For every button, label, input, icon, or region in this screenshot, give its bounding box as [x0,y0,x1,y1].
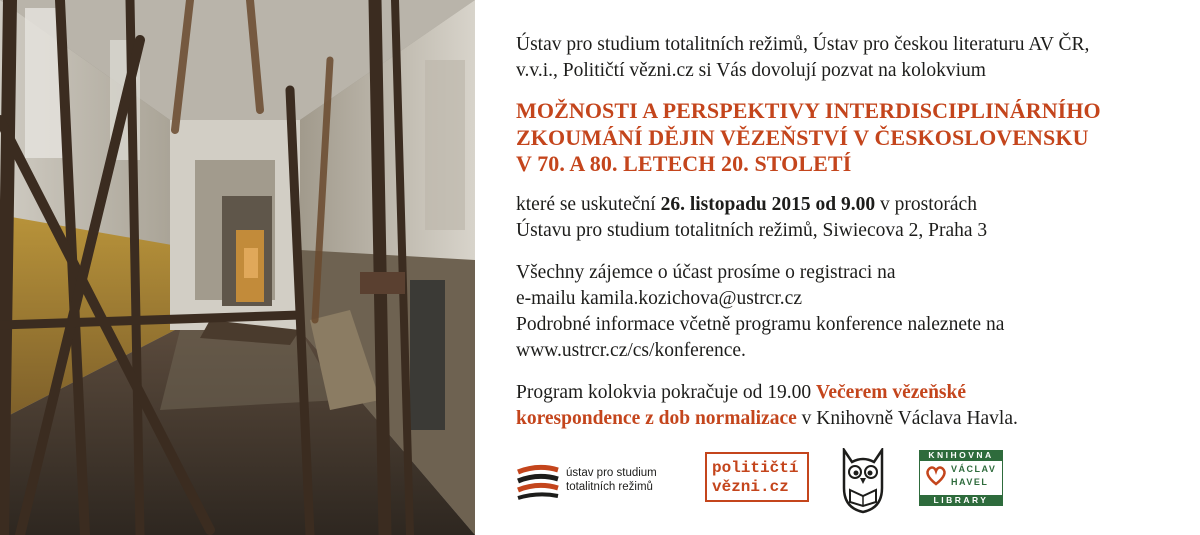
title-line: MOŽNOSTI A PERSPEKTIVY INTERDISCIPLINÁRNÍHO [516,98,1101,123]
title-line: ZKOUMÁNÍ DĚJIN VĚZEŇSTVÍ V ČESKOSLOVENSKU [516,124,1089,150]
evening-pre: Program kolokvia pokračuje od 19.00 [516,381,817,403]
politicti-vezni-logo [705,452,809,502]
title-line: V 70. A 80. LETECH 20. STOLETÍ [516,151,852,176]
evening-highlight: Večerem vězeňské [816,381,967,403]
evening-highlight: korespondence z dob normalizace [516,407,797,429]
politicti-logo-text: vězni.cz [712,478,789,496]
ustr-logo-text: ústav pro studium [566,467,657,479]
evening-post: v Knihovně Václava Havla. [796,407,1018,429]
prison-corridor-photo [0,0,475,535]
conference-link[interactable]: www.ustrcr.cz/cs/konference. [516,339,746,361]
ustr-logo [516,462,686,502]
invitation-text [516,32,1186,432]
evening-program-paragraph [516,380,1186,432]
registration-line: Podrobné informace včetně programu konference naleznete na [516,313,1005,335]
library-logo-name: HAVEL [951,477,989,487]
ustr-flag-icon [516,464,560,500]
registration-paragraph [516,260,1186,364]
owl-icon [838,448,888,514]
intro-line: Ústav pro studium totalitních režimů, Ústav pro českou literaturu AV ČR, [516,34,1090,55]
registration-line: Všechny zájemce o účast prosíme o registraci na [516,261,896,283]
vaclav-havel-library-logo [919,450,1003,506]
heart-icon [925,465,947,487]
event-date: 26. listopadu 2015 od 9.00 [660,193,876,215]
ustr-logo-text: totalitních režimů [566,481,653,493]
intro-line: v.v.i., Političtí vězni.cz si Vás dovolují pozvat na kolokvium [516,60,986,81]
colloquium-title [516,98,1186,178]
library-logo-name: VÁCLAV [951,464,997,474]
library-logo-bottom: LIBRARY [919,495,1003,506]
intro-paragraph [516,32,1186,84]
partner-logos [516,448,1186,518]
venue-line: Ústavu pro studium totalitních režimů, Siwiecova 2, Praha 3 [516,219,988,241]
when-post: v prostorách [875,193,977,215]
politicti-logo-text: političtí [712,459,799,477]
registration-email[interactable]: e-mailu kamila.kozichova@ustrcr.cz [516,287,802,309]
date-venue-paragraph [516,192,1186,244]
when-pre: které se uskuteční [516,193,661,215]
library-logo-top: KNIHOVNA [919,450,1003,461]
